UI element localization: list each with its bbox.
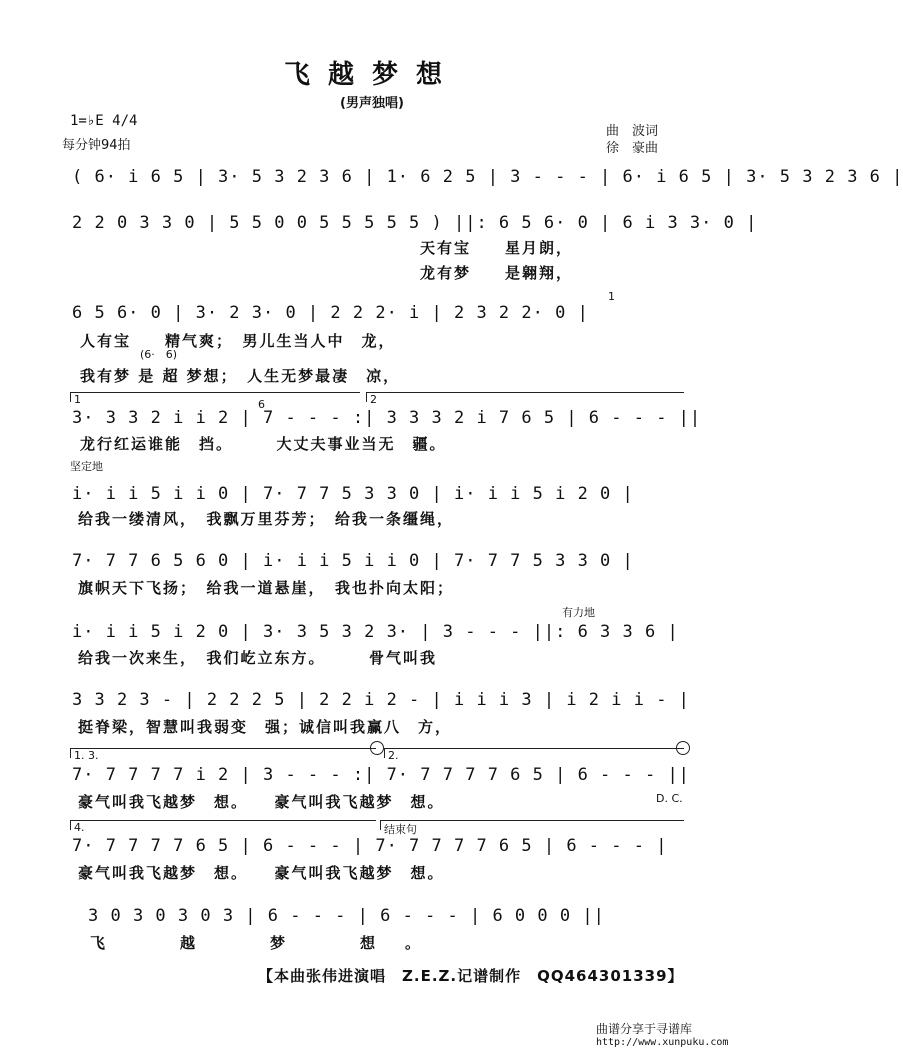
watermark-text: 曲谱分享于寻谱库 [596, 1022, 693, 1036]
watermark-url[interactable]: http://www.xunpuku.com [596, 1037, 729, 1048]
notation-row-1: ( 6· i 6 5 | 3· 5 3 2 3 6 | 1· 6 2 5 | 3 - - - | 6· i 6 5 | 3· 5 3 2 3 6 | [72, 167, 903, 187]
key-signature: 1=♭E 4/4 [70, 113, 138, 129]
lyricist-credit: 曲 波词 [606, 124, 659, 139]
notation-row-10: 7· 7 7 7 7 6 5 | 6 - - - | 7· 7 7 7 7 6 5 | 6 - - - | [72, 836, 668, 856]
notation-row-2: 2 2 0 3 3 0 | 5 5 0 0 5 5 5 5 5 ) ||: 6 5 6· 0 | 6 i 3 3· 0 | [72, 213, 758, 233]
volta-bracket-13 [70, 748, 376, 749]
song-title: 飞越梦想 [283, 60, 460, 90]
notation-row-3: 6 5 6· 0 | 3· 2 3· 0 | 2 2 2· i | 2 3 2 2· 0 | [72, 303, 589, 323]
lyrics-row-3a: 人有宝 精气爽； 男儿生当人中 龙， [80, 332, 396, 350]
lyrics-row-8: 挺脊梁，智慧叫我弱变 强；诚信叫我赢八 方， [78, 718, 453, 736]
ending-bracket [380, 820, 684, 821]
lyrics-row-3b: 我有梦 是 超 梦想； 人生无梦最凄 凉， [80, 367, 401, 385]
grace-note-1: 1 [608, 290, 615, 303]
tempo-marking: 每分钟94拍 [62, 138, 131, 153]
volta-bracket-4 [70, 820, 376, 821]
volta-13-label: 1. 3. [74, 749, 99, 762]
notation-row-8: 3 3 2 3 - | 2 2 2 5 | 2 2 i 2 - | i i i 3 | i 2 i i - | [72, 690, 690, 710]
expression-forceful: 有力地 [562, 606, 595, 619]
coda-icon [370, 741, 384, 755]
lyrics-row-7: 给我一次来生， 我们屹立东方。 骨气叫我 [78, 649, 438, 667]
notation-row-5: i· i i 5 i i 0 | 7· 7 7 5 3 3 0 | i· i i 5 i 2 0 | [72, 484, 634, 504]
volta-bracket-2-edge [366, 392, 367, 402]
notation-row-9: 7· 7 7 7 7 i 2 | 3 - - - :| 7· 7 7 7 7 6 5 | 6 - - - || [72, 765, 690, 785]
volta-bracket-1 [70, 392, 360, 393]
volta-bracket-2 [366, 392, 684, 393]
song-subtitle: (男声独唱) [340, 96, 404, 111]
lyrics-row-6: 旗帜天下飞扬； 给我一道悬崖， 我也扑向太阳； [78, 579, 455, 597]
da-capo-marking: D. C. [656, 792, 683, 805]
lyrics-row-9: 豪气叫我飞越梦 想。 豪气叫我飞越梦 想。 [78, 793, 445, 811]
lyrics-row-4: 龙行红运谁能 挡。 大丈夫事业当无 疆。 [80, 435, 447, 453]
notation-row-7: i· i i 5 i 2 0 | 3· 3 5 3 2 3· | 3 - - - ||: 6 3 3 6 | [72, 622, 679, 642]
lyrics-row-2a: 天有宝 星月朗， [420, 239, 574, 257]
volta-2-label: 2 [370, 393, 377, 406]
expression-firmly: 坚定地 [70, 460, 103, 473]
volta-bracket-2b-edge [384, 748, 385, 758]
parenthetical-notes: (6· 6) [140, 348, 178, 361]
grace-note-2: 6 [258, 398, 265, 411]
notation-row-11: 3 0 3 0 3 0 3 | 6 - - - | 6 - - - | 6 0 0 0 || [88, 906, 605, 926]
volta-2b-label: 2. [388, 749, 399, 762]
lyrics-row-10: 豪气叫我飞越梦 想。 豪气叫我飞越梦 想。 [78, 864, 445, 882]
volta-bracket-13-edge [70, 748, 71, 758]
footer-credits: 【本曲张伟进演唱 Z.E.Z.记谱制作 QQ464301339】 [258, 967, 684, 985]
volta-1-label: 1 [74, 393, 81, 406]
volta-4-label: 4. [74, 821, 85, 834]
lyrics-row-2b: 龙有梦 是翱翔， [420, 264, 574, 282]
volta-bracket-4-edge [70, 820, 71, 830]
notation-row-4: 3· 3 3 2 i i 2 | 7 - - - :| 3 3 3 2 i 7 6 5 | 6 - - - || [72, 408, 702, 428]
lyrics-row-11: 飞 越 梦 想。 [90, 934, 451, 952]
ending-bracket-edge [380, 820, 381, 830]
lyrics-row-5: 给我一缕清风， 我飘万里芬芳； 给我一条缰绳， [78, 510, 455, 528]
ending-label: 结束句 [384, 823, 417, 836]
coda-icon-2 [676, 741, 690, 755]
notation-row-6: 7· 7 7 6 5 6 0 | i· i i 5 i i 0 | 7· 7 7 5 3 3 0 | [72, 551, 634, 571]
volta-bracket-1-edge [70, 392, 71, 402]
volta-bracket-2b [384, 748, 684, 749]
composer-credit: 徐 豪曲 [606, 141, 659, 156]
